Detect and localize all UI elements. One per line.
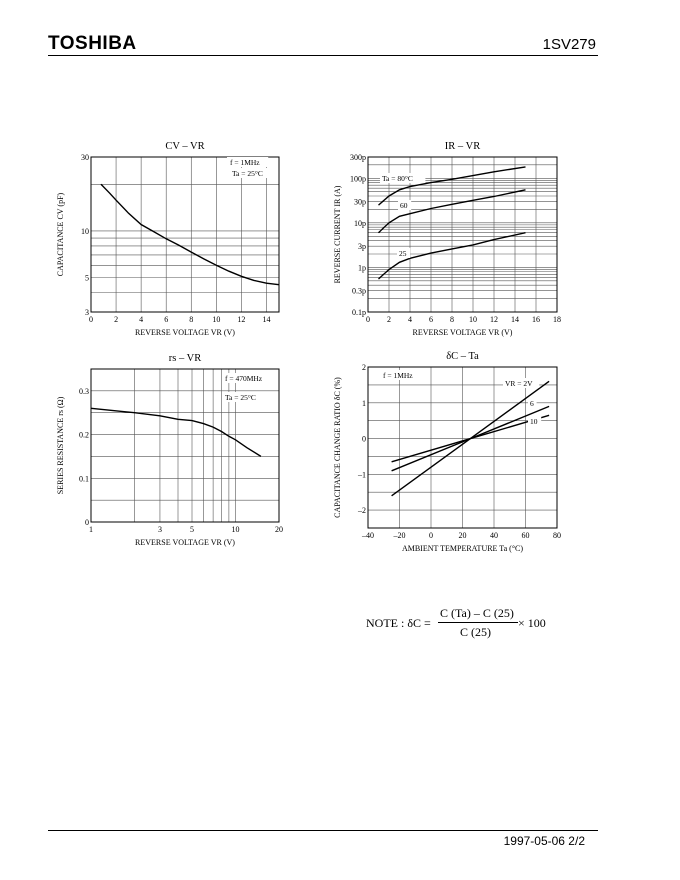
c3-y-tick-label: 0 (85, 518, 89, 527)
c3-x-tick-label: 10 (231, 525, 240, 534)
c1-x-tick-label: 6 (164, 315, 169, 324)
c1-y-axis-label: CAPACITANCE CV (pF) (56, 192, 65, 277)
note-numerator: C (Ta) – C (25) (440, 606, 514, 620)
note-denominator: C (25) (460, 625, 491, 639)
c4-series-label-2: 6 (530, 399, 534, 408)
c3-annotation: f = 470MHz (225, 374, 263, 383)
c2-x-axis-label: REVERSE VOLTAGE VR (V) (412, 328, 513, 337)
c2-x-tick-label: 12 (490, 315, 498, 324)
c4-x-tick-label: 40 (490, 531, 498, 540)
c4-x-tick-label: 60 (521, 531, 530, 540)
c4-title: δC – Ta (446, 351, 479, 362)
note-tail: × 100 (518, 616, 546, 630)
c3-annotation: Ta = 25°C (225, 393, 256, 402)
c2-y-tick-label: 100p (350, 174, 366, 184)
c1-y-tick-label: 3 (85, 308, 89, 317)
c2-y-tick-label: 10p (354, 218, 366, 228)
c2-y-tick-label: 30p (354, 197, 366, 207)
c1-y-tick-label: 5 (85, 273, 89, 283)
c3-frame (91, 369, 279, 522)
c1-x-tick-label: 0 (89, 315, 93, 324)
c2-x-tick-label: 2 (387, 315, 391, 324)
c4-x-tick-label: –40 (362, 531, 374, 540)
c3-y-tick-label: 0.1 (79, 474, 89, 484)
c2-x-tick-label: 14 (511, 315, 519, 324)
c2-y-tick-label: 0.3p (352, 286, 366, 296)
note-lhs: NOTE : δC = (366, 616, 431, 630)
c1-frame (91, 157, 279, 312)
c4-x-axis-label: AMBIENT TEMPERATURE Ta (°C) (401, 544, 524, 553)
c4-y-tick-label: 0 (362, 434, 366, 444)
c3-x-axis-label: REVERSE VOLTAGE VR (V) (135, 538, 235, 547)
c2-x-tick-label: 4 (408, 315, 412, 324)
c4-y-tick-label: 2 (362, 363, 366, 372)
c1-annotation: Ta = 25°C (232, 169, 263, 178)
c1-y-tick-label: 30 (81, 153, 89, 162)
brand-logo: TOSHIBA (48, 33, 137, 54)
c2-title: IR – VR (444, 141, 481, 152)
c3-x-tick-label: 5 (190, 525, 195, 534)
c4-x-tick-label: –20 (393, 531, 406, 540)
c1-x-tick-label: 2 (114, 315, 119, 324)
c2-y-tick-label: 3p (358, 242, 366, 252)
c4-series-label-3: 10 (530, 417, 538, 426)
c3-y-tick-label: 0.2 (79, 430, 89, 440)
c4-x-tick-label: 80 (553, 531, 561, 540)
c1-x-tick-label: 10 (212, 315, 221, 324)
c1-x-tick-label: 14 (262, 315, 271, 324)
part-number: 1SV279 (542, 36, 596, 53)
c1-x-axis-label: REVERSE VOLTAGE VR (V) (135, 328, 235, 337)
c1-y-tick-label: 10 (81, 226, 89, 236)
c2-series-label-2: 60 (400, 201, 408, 210)
footer-rule (48, 830, 598, 831)
note-fraction-bar (438, 622, 518, 623)
c3-x-tick-label: 1 (89, 525, 93, 534)
c3-y-axis-label: SERIES RESISTANCE rs (Ω) (56, 396, 65, 495)
c4-annotation: f = 1MHz (383, 371, 413, 380)
c2-x-tick-label: 8 (450, 315, 454, 324)
c3-y-tick-label: 0.3 (79, 386, 89, 396)
c3-x-tick-label: 3 (157, 525, 162, 534)
c3-x-tick-label: 20 (275, 525, 283, 534)
c1-x-tick-label: 12 (237, 315, 246, 324)
c2-x-tick-label: 18 (553, 315, 561, 324)
c4-y-tick-label: 1 (362, 398, 366, 408)
c2-x-tick-label: 10 (469, 315, 477, 324)
c2-x-tick-label: 6 (429, 315, 433, 324)
c1-x-tick-label: 8 (189, 315, 194, 324)
c2-series-label-1: Ta = 80°C (382, 174, 413, 183)
c4-series-label-1: VR = 2V (505, 379, 533, 388)
c4-x-tick-label: 0 (429, 531, 433, 540)
c2-x-tick-label: 16 (532, 315, 540, 324)
c3-title: rs – VR (168, 353, 202, 364)
c4-x-tick-label: 20 (458, 531, 467, 540)
c4-y-tick-label: –1 (358, 470, 366, 480)
c2-y-tick-label: 300p (350, 153, 366, 162)
c1-series-line-1 (101, 184, 279, 284)
c2-y-tick-label: 1p (358, 263, 366, 273)
c2-y-axis-label: REVERSE CURRENT IR (A) (333, 185, 342, 284)
c2-y-tick-label: 0.1p (352, 308, 366, 317)
note-formula (366, 606, 566, 638)
c1-title: CV – VR (165, 141, 205, 152)
c1-x-tick-label: 4 (139, 315, 144, 324)
c4-y-tick-label: –2 (358, 506, 366, 516)
c4-y-axis-label: CAPACITANCE CHANGE RATIO δC (%) (333, 377, 342, 518)
c2-x-tick-label: 0 (366, 315, 370, 324)
c2-series-label-3: 25 (399, 249, 407, 258)
c1-annotation: f = 1MHz (230, 158, 260, 167)
footer-date-page: 1997-05-06 2/2 (503, 834, 585, 848)
